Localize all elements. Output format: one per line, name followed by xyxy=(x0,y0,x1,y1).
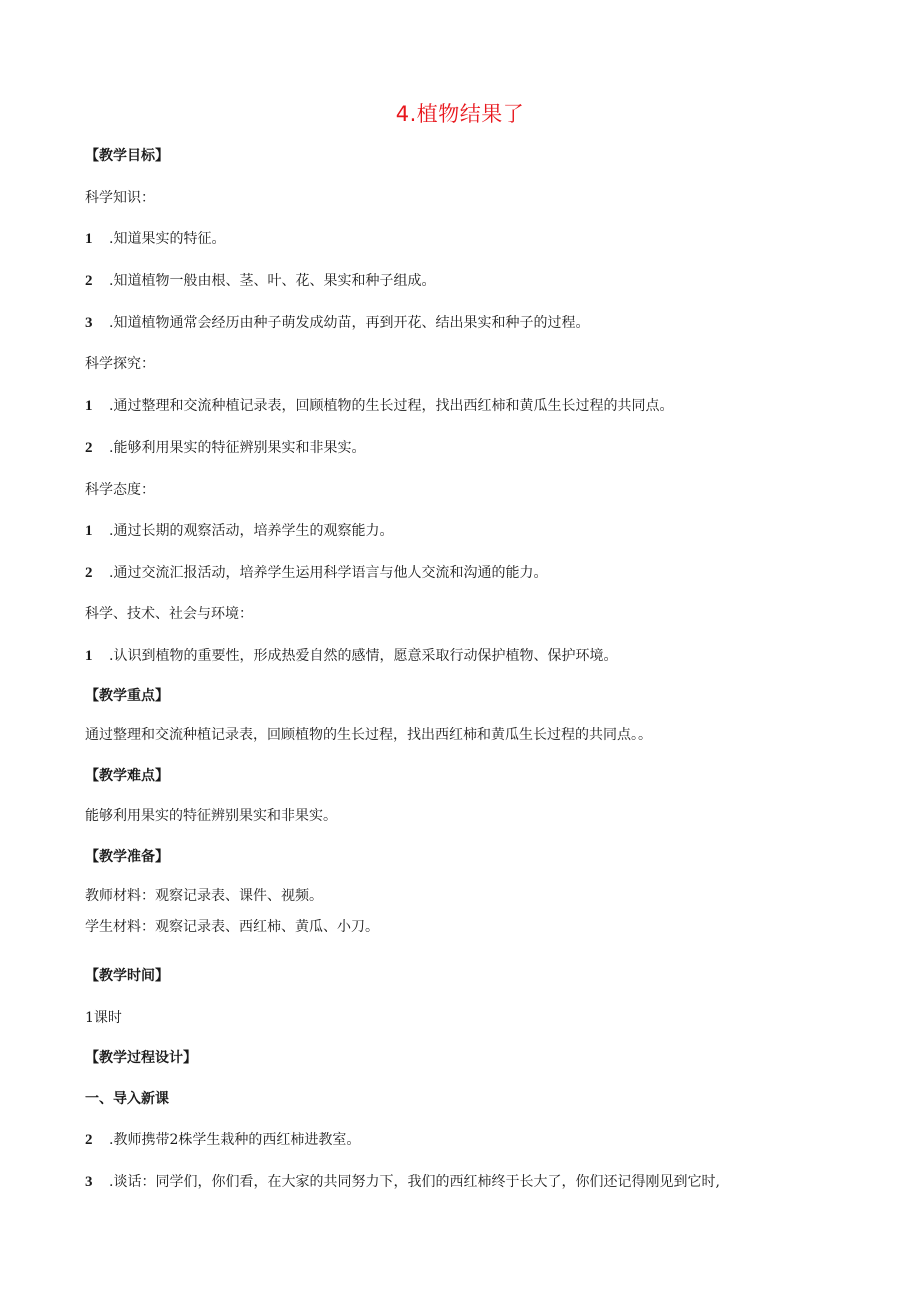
time-heading: 【教学时间】 xyxy=(85,968,169,984)
key-points-text: 通过整理和交流种植记录表，回顾植物的生长过程，找出西红柿和黄瓜生长过程的共同点。。 xyxy=(85,727,652,743)
item-number: 3 xyxy=(85,1174,93,1190)
item-text: .认识到植物的重要性，形成热爱自然的感情，愿意采取行动保护植物、保护环境。 xyxy=(109,648,618,664)
student-materials: 学生材料：观察记录表、西红柿、黄瓜、小刀。 xyxy=(85,919,379,935)
item-number: 1 xyxy=(85,231,93,247)
process-heading: 【教学过程设计】 xyxy=(85,1050,197,1066)
science-inquiry-label: 科学探究： xyxy=(85,356,155,372)
inquiry-item xyxy=(85,397,673,415)
attitude-item xyxy=(85,564,547,582)
science-knowledge-label: 科学知识： xyxy=(85,190,155,206)
item-number: 2 xyxy=(85,440,93,456)
item-number: 2 xyxy=(85,1132,93,1148)
item-text: .谈话：同学们，你们看，在大家的共同努力下，我们的西红柿终于长大了，你们还记得刚见到它时, xyxy=(109,1174,720,1190)
item-text: .知道植物通常会经历由种子萌发成幼苗，再到开花、结出果实和种子的过程。 xyxy=(109,315,590,331)
item-number: 3 xyxy=(85,315,93,331)
item-text: .通过整理和交流种植记录表，回顾植物的生长过程，找出西红柿和黄瓜生长过程的共同点。 xyxy=(109,398,674,414)
item-text: .知道果实的特征。 xyxy=(109,231,226,247)
intro-item xyxy=(85,1131,360,1149)
intro-heading: 一、导入新课 xyxy=(85,1091,169,1107)
item-number: 2 xyxy=(85,565,93,581)
key-points-heading: 【教学重点】 xyxy=(85,688,169,704)
item-text: .知道植物一般由根、茎、叶、花、果实和种子组成。 xyxy=(109,273,436,289)
item-number: 1 xyxy=(85,523,93,539)
item-text: .能够利用果实的特征辨别果实和非果实。 xyxy=(109,440,366,456)
knowledge-item xyxy=(85,272,435,290)
difficulty-text: 能够利用果实的特征辨别果实和非果实。 xyxy=(85,808,337,824)
item-text: .通过交流汇报活动，培养学生运用科学语言与他人交流和沟通的能力。 xyxy=(109,565,548,581)
knowledge-item xyxy=(85,230,225,248)
document-title: 4.植物结果了 xyxy=(395,102,525,126)
attitude-item xyxy=(85,522,393,540)
science-attitude-label: 科学态度： xyxy=(85,482,155,498)
item-text: .通过长期的观察活动，培养学生的观察能力。 xyxy=(109,523,394,539)
item-number: 1 xyxy=(85,648,93,664)
item-number: 2 xyxy=(85,273,93,289)
stse-label: 科学、技术、社会与环境： xyxy=(85,606,253,622)
preparation-heading: 【教学准备】 xyxy=(85,849,169,865)
item-text: .教师携带2株学生栽种的西红柿进教室。 xyxy=(109,1132,361,1148)
intro-item xyxy=(85,1173,720,1191)
stse-item xyxy=(85,647,617,665)
knowledge-item xyxy=(85,314,589,332)
item-number: 1 xyxy=(85,398,93,414)
inquiry-item xyxy=(85,439,365,457)
objectives-heading: 【教学目标】 xyxy=(85,148,169,164)
teacher-materials: 教师材料：观察记录表、课件、视频。 xyxy=(85,888,323,904)
difficulty-heading: 【教学难点】 xyxy=(85,768,169,784)
time-text: 1课时 xyxy=(85,1010,122,1026)
